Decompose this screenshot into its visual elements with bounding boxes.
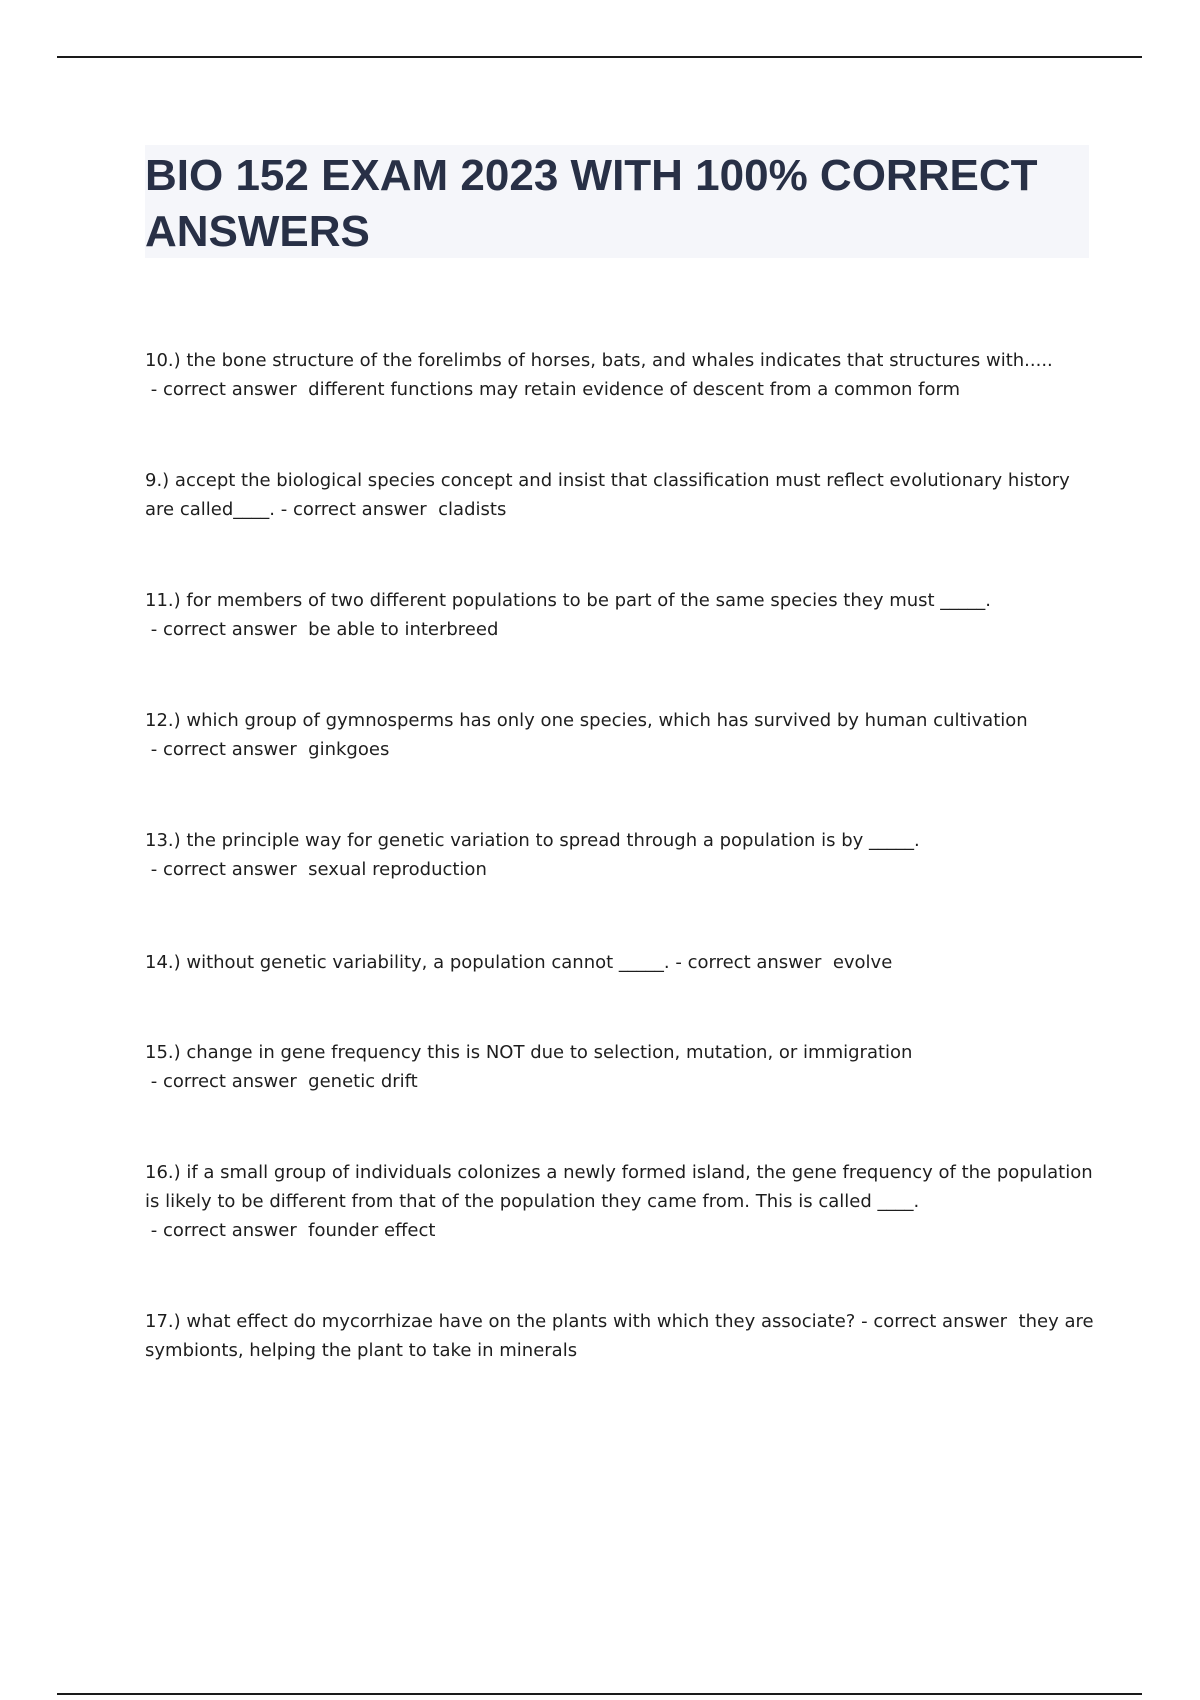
bottom-rule xyxy=(57,1693,1142,1695)
document-title: BIO 152 EXAM 2023 WITH 100% CORRECT ANSWERS xyxy=(145,151,1038,256)
question-text: 9.) accept the biological species concept and insist that classification must reflect evolutionary history are called____. xyxy=(145,470,1070,520)
question-answer-item: 14.) without genetic variability, a population cannot _____. - correct answer evolve xyxy=(145,952,893,973)
question-text: 16.) if a small group of individuals colonizes a newly formed island, the gene frequency of the population is likely to be different from that of the population they came from. This is called ____. xyxy=(145,1162,1093,1212)
question-text: 11.) for members of two different populations to be part of the same species they must _____. xyxy=(145,590,992,611)
top-rule xyxy=(57,56,1142,58)
answer-label: correct answer xyxy=(162,379,297,400)
question-text: 13.) the principle way for genetic variation to spread through a population is by _____. xyxy=(145,830,920,851)
question-answer-item: 12.) which group of gymnosperms has only one species, which has survived by human cultivation - correct answer ginkgoes xyxy=(145,710,1028,760)
answer-label: correct answer xyxy=(162,619,297,640)
answer-label: correct answer xyxy=(162,739,297,760)
question-answer-item: 16.) if a small group of individuals colonizes a newly formed island, the gene frequency of the population is likely to be different from that of the population they came from. This is called ____. - correct answer founder effect xyxy=(145,1162,1093,1241)
answer-text: evolve xyxy=(832,952,893,973)
question-answer-item: 10.) the bone structure of the forelimbs of horses, bats, and whales indicates that structures with..... - correct answer different functions may retain evidence of descent from a common form xyxy=(145,350,1053,400)
answer-label: correct answer xyxy=(292,499,427,520)
answer-text: founder effect xyxy=(308,1220,436,1241)
answer-text: genetic drift xyxy=(308,1071,418,1092)
answer-label: correct answer xyxy=(162,1220,297,1241)
answer-label: correct answer xyxy=(162,859,297,880)
question-text: 17.) what effect do mycorrhizae have on the plants with which they associate? xyxy=(145,1311,856,1332)
question-answer-item: 15.) change in gene frequency this is NOT due to selection, mutation, or immigration - correct answer genetic drift xyxy=(145,1042,913,1092)
answer-text: ginkgoes xyxy=(308,739,390,760)
question-text: 12.) which group of gymnosperms has only one species, which has survived by human cultivation xyxy=(145,710,1028,731)
answer-text: different functions may retain evidence of descent from a common form xyxy=(308,379,961,400)
question-text: 15.) change in gene frequency this is NOT due to selection, mutation, or immigration xyxy=(145,1042,913,1063)
answer-text: be able to interbreed xyxy=(308,619,499,640)
answer-text: they are symbionts, helping the plant to take in minerals xyxy=(145,1311,1094,1361)
answer-label: correct answer xyxy=(687,952,822,973)
question-text: 10.) the bone structure of the forelimbs of horses, bats, and whales indicates that structures with..... xyxy=(145,350,1053,371)
answer-label: correct answer xyxy=(873,1311,1008,1332)
question-answer-item: 13.) the principle way for genetic variation to spread through a population is by _____. - correct answer sexual reproduction xyxy=(145,830,920,880)
question-answer-item: 11.) for members of two different populations to be part of the same species they must _____. - correct answer be able to interbreed xyxy=(145,590,992,640)
answer-text: cladists xyxy=(438,499,507,520)
question-text: 14.) without genetic variability, a population cannot _____. xyxy=(145,952,670,973)
question-answer-item: 9.) accept the biological species concept and insist that classification must reflect evolutionary history are called____. - correct answer cladists xyxy=(145,470,1070,520)
question-answer-item: 17.) what effect do mycorrhizae have on the plants with which they associate? - correct answer they are symbionts, helping the plant to take in minerals xyxy=(145,1311,1094,1361)
answer-label: correct answer xyxy=(162,1071,297,1092)
answer-text: sexual reproduction xyxy=(308,859,487,880)
